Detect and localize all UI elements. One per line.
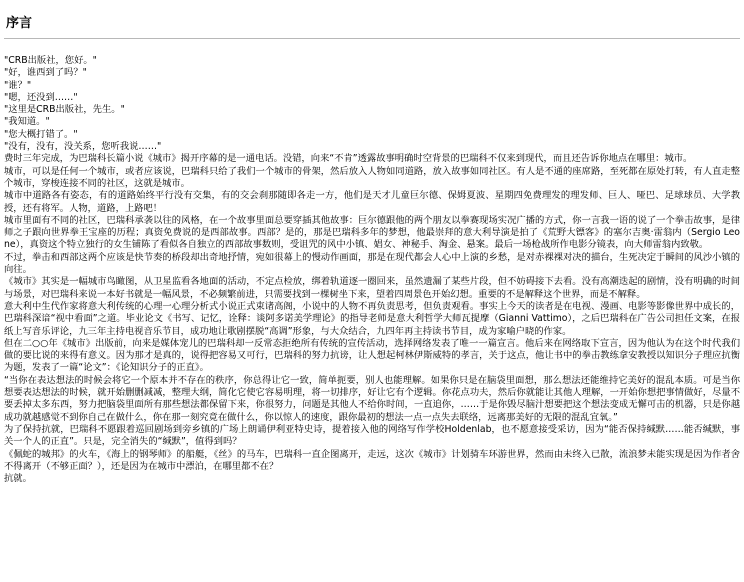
paragraph: 抗就。 bbox=[4, 473, 32, 485]
paragraph: "没有，没有，没关系，您听我说……" bbox=[4, 141, 162, 153]
paragraph: 《城市》其实是一幅城市鸟瞰图，从卫星监看各地面的活动，不定点检放，绑着轨道逐一圈回来，虽然遗漏了某些片段，但不妨碍接下去看。没有高潮迭起的剧情，没有明确的时间与场景，对巴瑞科来说一本好书就是一幅风景，不必频繁前进，只需要找到一棵树坐下来，望着四周景色开始幻想。重要的不是解释这个世界，而是不解释。 bbox=[4, 276, 740, 300]
paragraph: "我知道。" bbox=[4, 116, 50, 128]
paragraph: "CRB出版社，您好。" bbox=[4, 55, 97, 66]
paragraph: 但在二○○年《城市》出版前，向来是媒体宠儿的巴瑞科却一反常态拒绝所有传统的宣传活动，选择网络发表了唯一一篇宣言。他后来在网络取下宣言，因为他认为在这个时代我们做的要比说的来得有意义。因为那才是真的，说得把容易又可行，巴瑞科的努力抗谤，让人想起柯林伊斯威特的孝言，关于这点，他让书中的拳击教练拿安教授以知识分子理应抗衡为题，发表了一篇“论文”：《论知识分子的正直》。 bbox=[4, 337, 740, 374]
paragraph: "这里是CRB出版社，先生。" bbox=[4, 104, 125, 116]
paragraph: "嗯，还没到……" bbox=[4, 91, 78, 103]
paragraph: "您大概打错了。" bbox=[4, 128, 78, 140]
paragraph: “当你在表达想法的时候会将它一个原本并不存在的秩序，你总得让它一致，简单扼要，别人也能理解。如果你只是在脑袋里面想，那么想法还能维持它美好的混乱本质。可是当你想要表达想法的时候，就开始删删减减，整理大纲，简化它使它容易明理，将一切排序，好让它有个逻辑。你花点功夫，然后你就能让其他人理解，一开始你想把事情做好，尽量不要丢掉太多东西，努力把脑袋里面所有那些想法都保留下来，你很努力，问题是其他人不给你时间，一直追你，……于是你毁尽脑汁想要把这个想法变成无懈可击的机器，只是你越成功就越感觉不到你自己在做什么，你在那一刻究竟在做什么，你以惊人的速度，跟你最初的想法一点一点失去联络，远离那美好的无限的混乱宜氧。” bbox=[4, 374, 740, 423]
paragraph: 费时三年完成，为巴瑞科长篇小说《城市》揭开序幕的是一通电话。没错，向来“不肯”透露故事明确时空背景的巴瑞科不仅来到现代，而且还告诉你地点在哪里：城市。 bbox=[4, 153, 693, 165]
title-divider bbox=[4, 38, 740, 39]
paragraph: "好，谁西到了吗？" bbox=[4, 67, 87, 79]
paragraph: 为了保持抗就，巴瑞科不愿跟着巡回剧场到旁乡镇的广场上朗诵伊利亚特史诗，提着接入他的网络写作学校Holdenlab，也不愿意接受采访，因为“能否保持缄默……能否缄默，事关一个人的正直”。只是，完全消失的“缄默”，值得到吗？ bbox=[4, 423, 740, 448]
paragraph: 不过，拳击和西部这两个应该是快节奏的桥段却出奇地抒情，宛如很幕上的慢动作画面，那是在现代都会人心中上演的乡愁，是对赤裸裸对决的描台，生死决定于瞬间的风沙小镇的向往。 bbox=[4, 251, 740, 276]
paragraph: 意大利中生代作家将意大利传统的心理一心理分析式小说正式束诸高阁，小说中的人物不再负责思考，但负责观看。事实上今天的读者是在电视、漫画、电影等影像世界中成长的，巴瑞科深谙“视中看面”之道。毕业论文《书写、记忆，诠释：谈阿多诺美学理论》的指导老师是意大利哲学大师瓦提摩（Gianni Vattimo），之后巴瑞科在广告公司担任文案，在报纸上写音乐评论，九三年主持电视音乐节目，成功地让歌剧摆脱“高调”形象，与大众结合，九四年再主持读书节目，成为家喻户晓的作家。 bbox=[4, 300, 740, 337]
document-body bbox=[4, 55, 740, 485]
paragraph: 城市里面有不同的社区，巴瑞科承袭以往的风格，在一个故事里面总要穿插其他故事：巨尔德跟他的两个朋友以拳赛现场实况广播的方式，你一言我一语的说了一个拳击故事，是律师之子跟向世界拳王宝座的历程；真资免费说的是西部故事。西部？是的，那是巴瑞科多年的梦想，他最崇拜的意大利导演是拍了《荒野大镖客》的塞尔吉奥·雷翁内（Sergio Leone），真资这个特立独行的女生铺陈了看似各自独立的西部故事数则，受诅咒的风中小镇、娼女、神秘手、淘金、悬案。最后一场枪战所作电影分镜表，向大师雷翁内致敬。 bbox=[4, 214, 740, 251]
paragraph: 城市，可以是任何一个城市，或者应该说，巴瑞科只给了我们一个城市的骨架，然后放入人物如同道路，放入故事如同社区。有人是不通的座席路，至死都在原处打转，有人直走整个城市，穿梭连接不同的社区，这就是城市。 bbox=[4, 165, 740, 189]
paragraph: 《佩蛇的城邦》的火车，《海上的钢琴师》的船艇，《丝》的马车，巴瑞科一直企图离开，走远，这次《城市》计划骑车环游世界，然而由未终入已散，流浪梦未能实现是因为作者舍不得离开（不够正面？），还是因为在城市中漂泊，在哪里都不在？ bbox=[4, 448, 740, 472]
page-title: 序言 bbox=[6, 16, 33, 31]
document-page bbox=[4, 0, 740, 485]
paragraph: "谁？" bbox=[4, 79, 32, 91]
paragraph: 城市中道路各有姿态，有的道路始终平行没有交集，有的交会刹那随即各走一方，他们是天才儿童巨尔德、保姆夏波、星期四免费理发的理发师、巨人、哑巴、足球球员、大学教授，还有将军。人物，道路，上路吧！ bbox=[4, 190, 740, 214]
